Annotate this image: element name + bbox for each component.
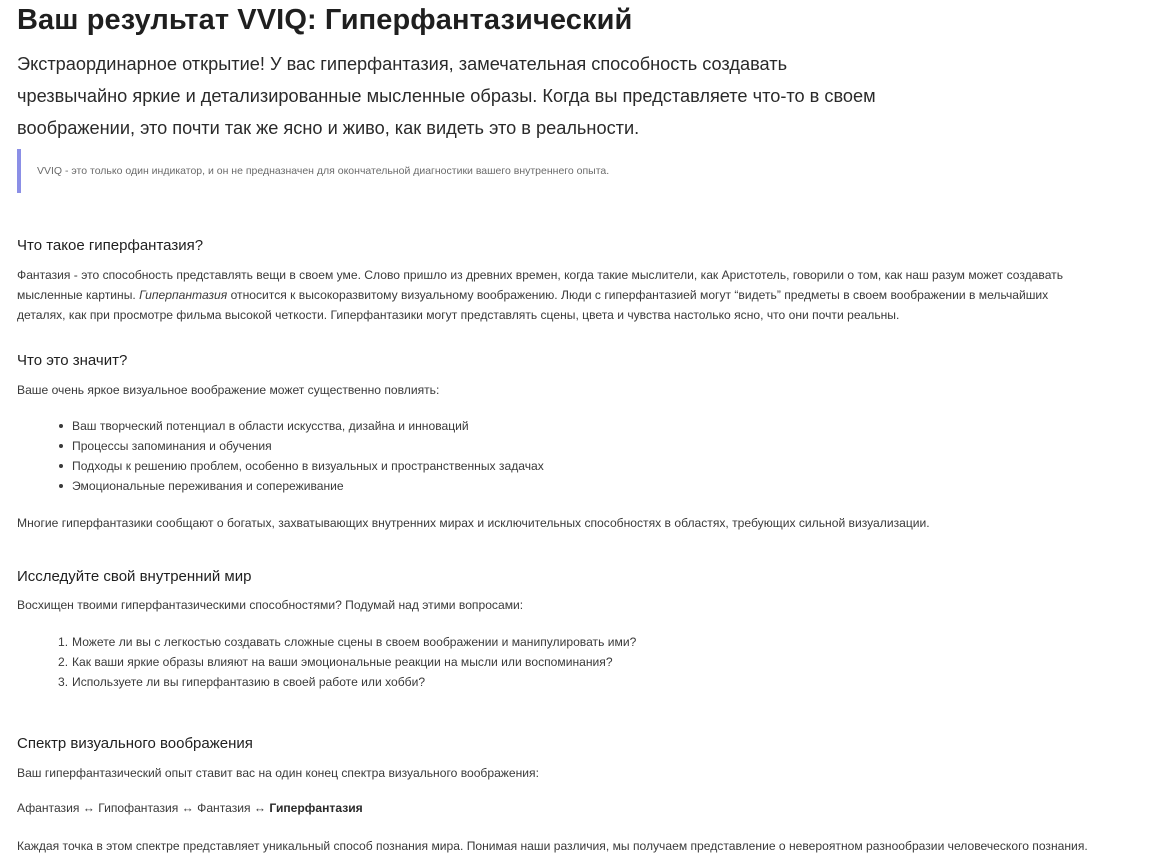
list-item <box>17 652 636 672</box>
spectrum-chain <box>17 801 363 815</box>
explore-lead: Восхищен твоими гиперфантазическими способностями? Подумай над этими вопросами: <box>17 598 524 612</box>
spectrum-lead: Ваш гиперфантазический опыт ставит вас на один конец спектра визуального воображения: <box>17 766 539 780</box>
what-is-line: Фантазия - это способность представлять вещи в своем уме. Слово пришло из древних времен, когда такие мыслители, как Аристотель, говорили о том, как наш разум может создавать <box>17 268 1063 282</box>
intro-line: Экстраординарное открытие! У вас гиперфантазия, замечательная способность создавать <box>17 54 788 74</box>
section-heading-explore: Исследуйте свой внутренний мир <box>17 568 252 585</box>
spectrum-current: Гиперфантазия <box>269 801 363 815</box>
list-item: Эмоциональные переживания и сопереживание <box>17 476 544 496</box>
what-is-line: деталях, как при просмотре фильма высокой четкости. Гиперфантазики могут представлять сцены, цвета и чувства настолько ясно, что они почти реальны. <box>17 308 900 322</box>
disclaimer-text: VVIQ - это только один индикатор, и он не предназначен для окончательной диагностики вашего внутреннего опыта. <box>37 165 610 177</box>
list-number: 2. <box>58 655 69 669</box>
list-text: Используете ли вы гиперфантазию в своей работе или хобби? <box>72 675 426 689</box>
list-number: 1. <box>58 635 69 649</box>
section-heading-what-is: Что такое гиперфантазия? <box>17 237 204 254</box>
what-is-text: мысленные картины. <box>17 288 140 302</box>
what-is-emphasis: Гиперпантазия <box>139 288 228 302</box>
what-is-line <box>17 287 1048 303</box>
list-item <box>17 672 636 692</box>
meaning-outro: Многие гиперфантазики сообщают о богатых, захватывающих внутренних мирах и исключительных способностях в областях, требующих сильной визуализации. <box>17 516 930 530</box>
list-item: Ваш творческий потенциал в области искусства, дизайна и инноваций <box>17 416 544 436</box>
list-text: Можете ли вы с легкостью создавать сложные сцены в своем воображении и манипулировать ими? <box>72 635 637 649</box>
section-heading-meaning: Что это значит? <box>17 352 128 369</box>
list-number: 3. <box>58 675 69 689</box>
meaning-lead: Ваше очень яркое визуальное воображение может существенно повлиять: <box>17 383 440 397</box>
section-heading-spectrum: Спектр визуального воображения <box>17 735 253 752</box>
disclaimer-note <box>17 149 1121 193</box>
list-item: Подходы к решению проблем, особенно в визуальных и пространственных задачах <box>17 456 544 476</box>
page-title: Ваш результат VVIQ: Гиперфантазический <box>17 4 633 36</box>
list-item: Процессы запоминания и обучения <box>17 436 544 456</box>
meaning-list <box>17 416 544 496</box>
spectrum-chain-text: Афантазия ↔ Гипофантазия ↔ Фантазия ↔ <box>17 801 270 815</box>
intro-paragraph <box>17 48 957 144</box>
list-item <box>17 632 636 652</box>
intro-line: чрезвычайно яркие и детализированные мысленные образы. Когда вы представляете что-то в своем <box>17 86 876 106</box>
what-is-text: относится к высокоразвитому визуальному воображению. Люди с гиперфантазией могут “видеть” предметы в своем воображении в мельчайших <box>227 288 1049 302</box>
spectrum-outro: Каждая точка в этом спектре представляет уникальный способ познания мира. Понимая наши различия, мы получаем представление о невероятном разнообразии человеческого познания. <box>17 839 1088 853</box>
intro-line: воображении, это почти так же ясно и живо, как видеть это в реальности. <box>17 118 640 138</box>
explore-questions <box>17 632 636 692</box>
list-text: Как ваши яркие образы влияют на ваши эмоциональные реакции на мысли или воспоминания? <box>72 655 613 669</box>
